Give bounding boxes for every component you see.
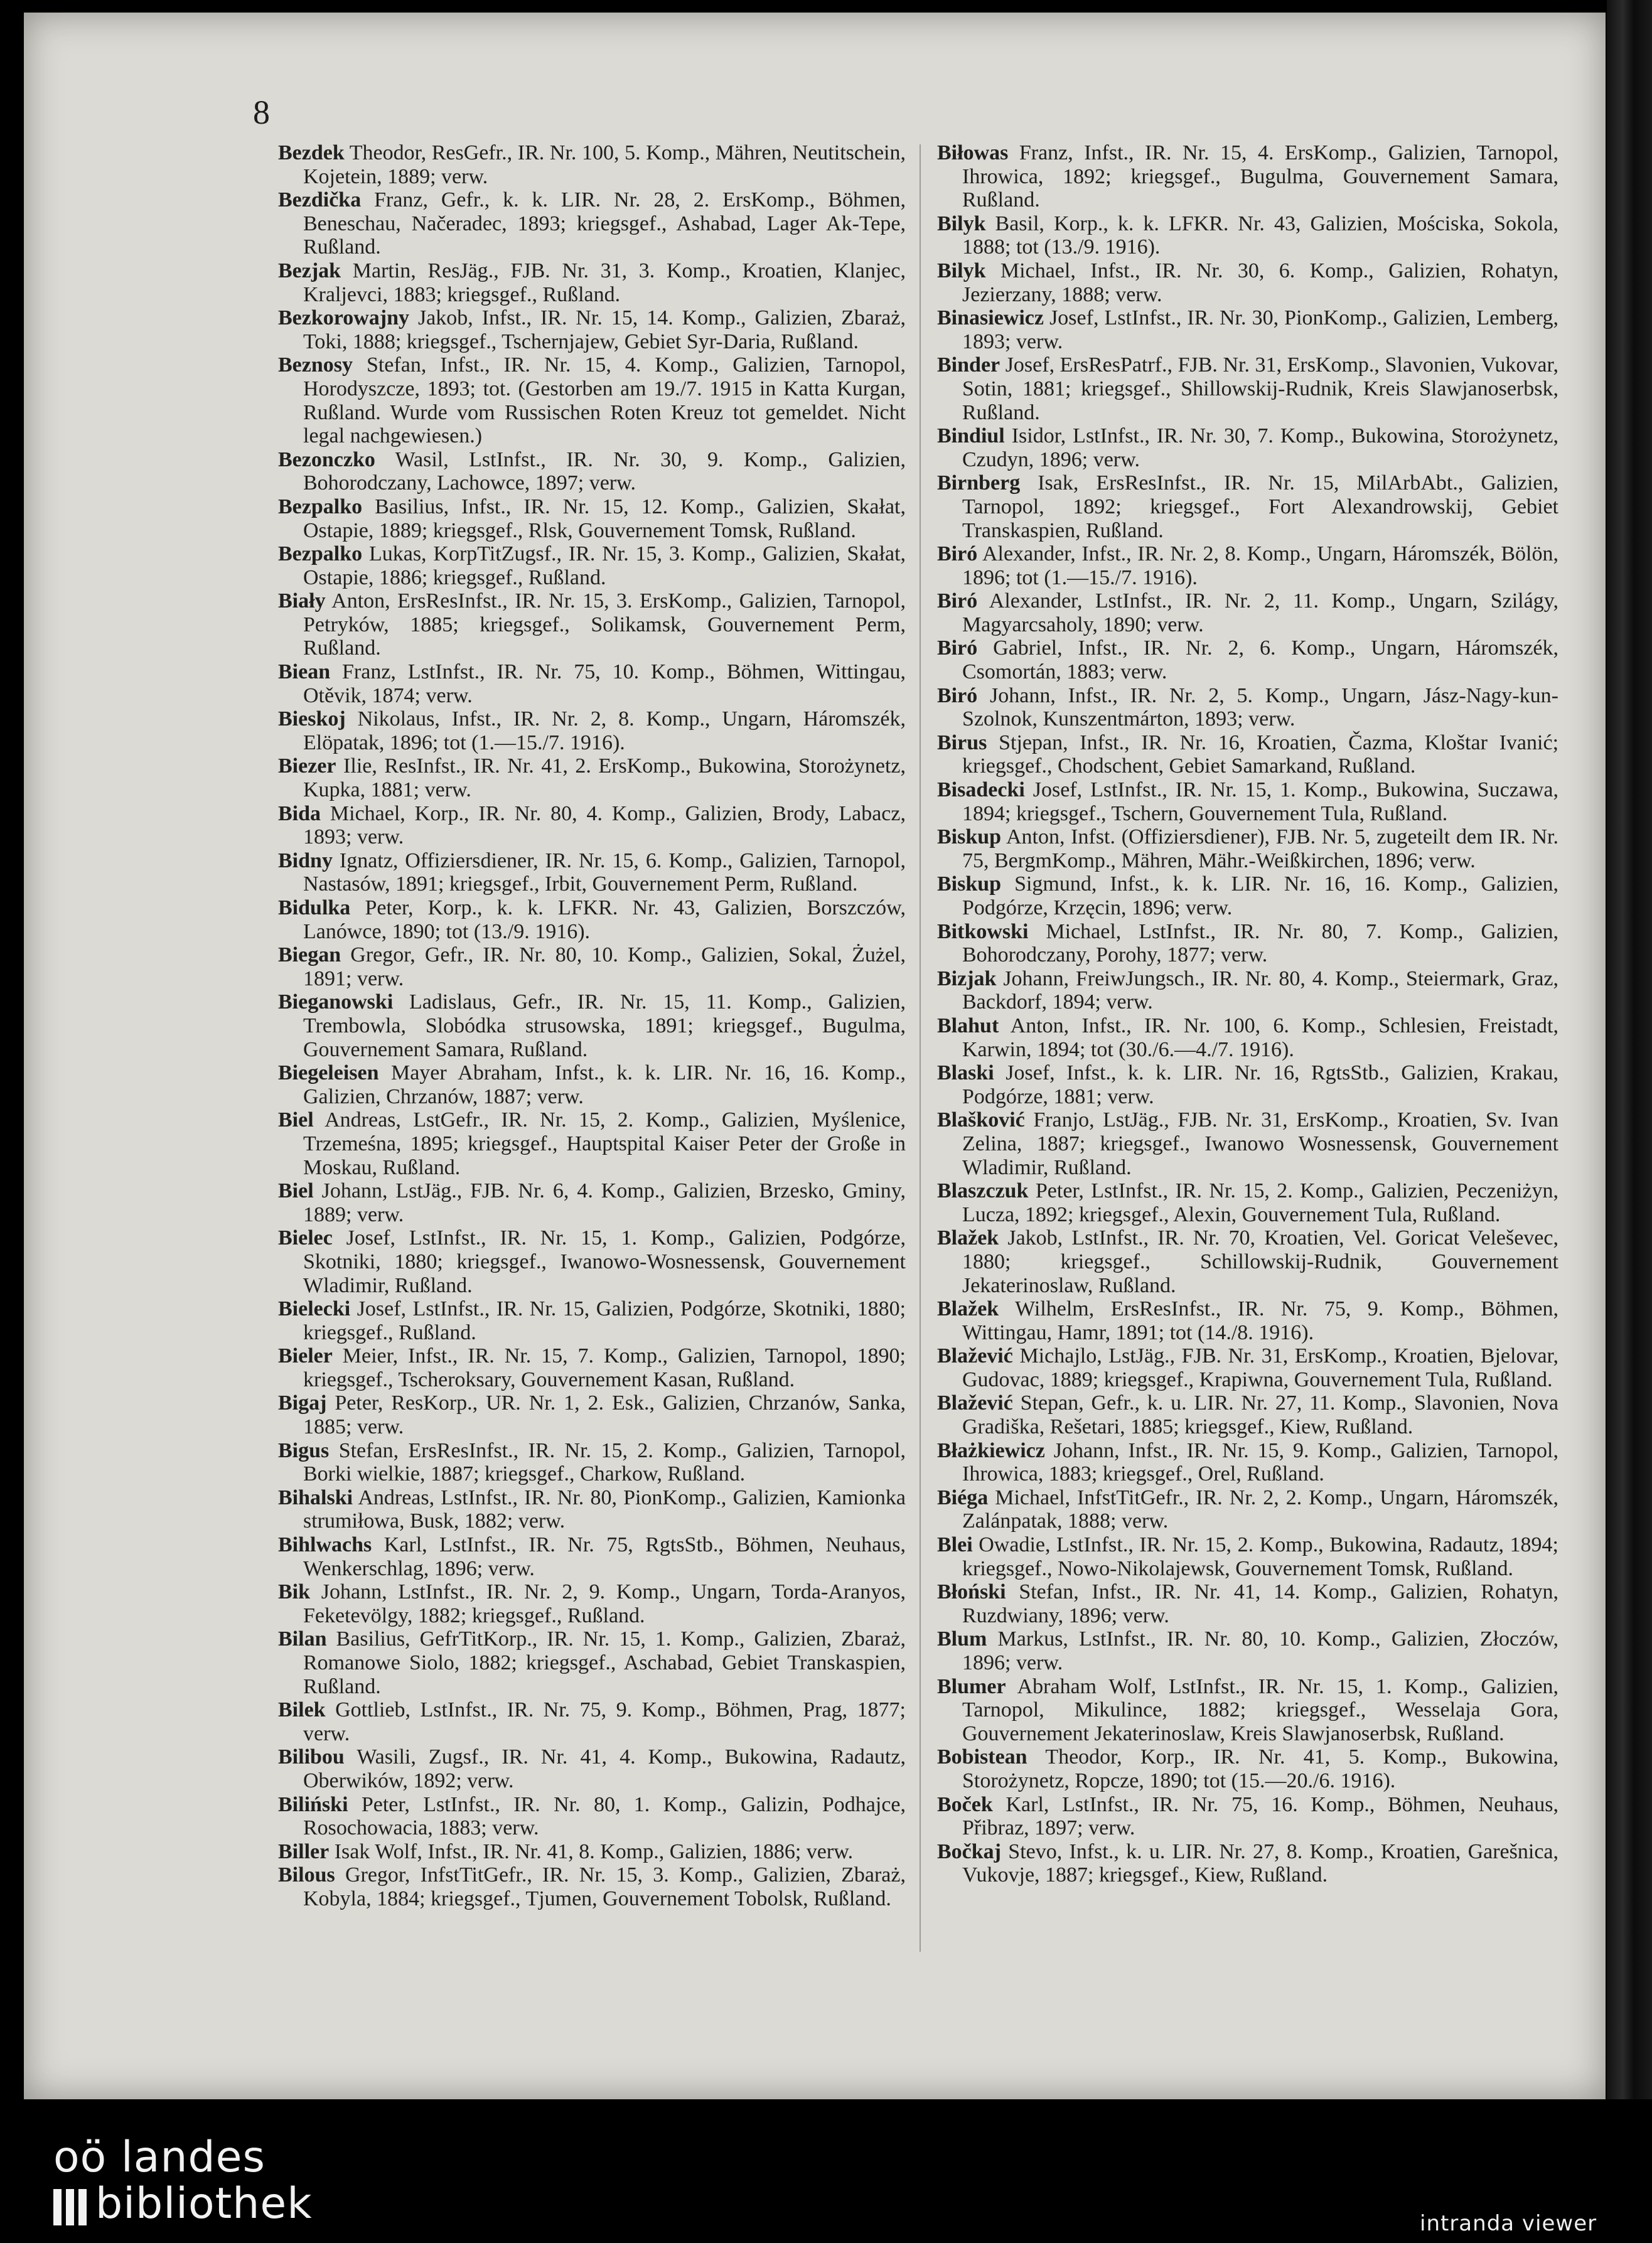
entry-surname: Bik — [278, 1580, 311, 1604]
entry-details: Ignatz, Offiziersdiener, IR. Nr. 15, 6. Komp., Galizien, Tarnopol, Nastasów, 1891; kriegsgef., Irbit, Gouvernement Perm, Rußland. — [303, 848, 906, 896]
register-entry — [278, 1179, 906, 1226]
register-entry — [278, 1863, 906, 1910]
entry-details: Peter, LstInfst., IR. Nr. 15, 2. Komp., Galizien, Peczeniżyn, Lucza, 1892; kriegsgef., Alexin, Gouvernement Tula, Rußland. — [962, 1179, 1558, 1226]
register-entry — [278, 990, 906, 1061]
entry-details: Stefan, Infst., IR. Nr. 41, 14. Komp., Galizien, Rohatyn, Ruzdwiany, 1896; verw. — [962, 1580, 1559, 1627]
entry-surname: Bezpalko — [278, 495, 363, 518]
register-entry — [937, 636, 1558, 683]
entry-details: Josef, LstInfst., IR. Nr. 15, 1. Komp., Bukowina, Suczawa, 1894; kriegsgef., Tschern, Gouvernement Tula, Rußland. — [962, 778, 1558, 825]
entry-surname: Bezpalko — [278, 542, 363, 566]
register-entry — [278, 141, 906, 188]
register-entry — [937, 1439, 1558, 1486]
entry-details: Michael, Korp., IR. Nr. 80, 4. Komp., Galizien, Brody, Labacz, 1893; verw. — [303, 801, 906, 849]
register-entry — [278, 1226, 906, 1297]
entry-surname: Bieler — [278, 1344, 333, 1368]
entry-surname: Bidny — [278, 848, 333, 872]
entry-details: Franjo, LstJäg., FJB. Nr. 31, ErsKomp., Kroatien, Sv. Ivan Zelina, 1887; kriegsgef., Iwanowo Wosnessensk, Gouvernement Wladimir, Rußland. — [962, 1108, 1558, 1179]
register-entry — [937, 967, 1558, 1014]
entry-details: Peter, ResKorp., UR. Nr. 1, 2. Esk., Galizien, Chrzanów, Sanka, 1885; verw. — [303, 1391, 906, 1439]
entry-details: Karl, LstInfst., IR. Nr. 75, 16. Komp., Böhmen, Neuhaus, Přibraz, 1897; verw. — [962, 1792, 1559, 1840]
entry-surname: Bihalski — [278, 1486, 353, 1509]
entry-surname: Bisadecki — [937, 778, 1025, 802]
register-entry — [278, 943, 906, 990]
entry-details: Basilius, GefrTitKorp., IR. Nr. 15, 1. Komp., Galizien, Zbaraż, Romanowe Siolo, 1882; kriegsgef., Aschabad, Gebiet Transkaspien, Rußland. — [303, 1627, 906, 1698]
register-entry — [937, 1793, 1558, 1840]
library-logo-line2[interactable]: bibliothek — [95, 2179, 313, 2229]
register-entry — [937, 1580, 1558, 1627]
entry-details: Peter, Korp., k. k. LFKR. Nr. 43, Galizien, Borszczów, Lanówce, 1890; tot (13./9. 1916). — [303, 896, 906, 943]
register-entry — [937, 471, 1558, 542]
entry-surname: Biel — [278, 1108, 314, 1132]
entry-details: Andreas, LstGefr., IR. Nr. 15, 2. Komp., Galizien, Myślenice, Trzemeśna, 1895; kriegsgef., Hauptspital Kaiser Peter der Große in Moskau, Rußland. — [303, 1108, 906, 1179]
page-number: 8 — [253, 94, 270, 131]
entry-details: Gabriel, Infst., IR. Nr. 2, 6. Komp., Ungarn, Háromszék, Csomortán, 1883; verw. — [962, 636, 1558, 684]
entry-surname: Bigaj — [278, 1391, 327, 1415]
entry-surname: Bielecki — [278, 1297, 351, 1321]
entry-surname: Bida — [278, 801, 321, 825]
entry-surname: Biró — [937, 589, 978, 613]
register-entry — [278, 1745, 906, 1792]
entry-details: Michael, Infst., IR. Nr. 30, 6. Komp., Galizien, Rohatyn, Jezierzany, 1888; verw. — [962, 259, 1558, 306]
register-entry — [937, 920, 1558, 967]
register-entry — [937, 1745, 1558, 1792]
register-entry — [278, 1627, 906, 1698]
entry-details: Gregor, Gefr., IR. Nr. 80, 10. Komp., Galizien, Sokal, Żużel, 1891; verw. — [303, 943, 906, 990]
register-entry — [937, 1675, 1558, 1746]
entry-surname: Biskup — [937, 872, 1002, 896]
register-entry — [278, 1840, 906, 1864]
entry-details: Michael, LstInfst., IR. Nr. 80, 7. Komp., Galizien, Bohorodczany, Porohy, 1877; verw. — [962, 919, 1558, 967]
entry-surname: Blažević — [937, 1344, 1013, 1368]
register-entry — [937, 1108, 1558, 1179]
entry-details: Michajlo, LstJäg., FJB. Nr. 31, ErsKomp., Kroatien, Bjelovar, Gudovac, 1889; kriegsgef., Krapiwna, Gouvernement Tula, Rußland. — [962, 1344, 1559, 1391]
entry-surname: Bidulka — [278, 896, 351, 919]
left-column — [278, 141, 906, 1911]
entry-details: Alexander, Infst., IR. Nr. 2, 8. Komp., Ungarn, Háromszék, Bölön, 1896; tot (1.—15./7. 1916). — [962, 542, 1558, 589]
entry-details: Ladislaus, Gefr., IR. Nr. 15, 11. Komp., Galizien, Trembowla, Slobódka strusowska, 1891; kriegsgef., Bugulma, Gouvernement Samara, Rußland. — [303, 990, 906, 1061]
register-entry — [278, 542, 906, 589]
register-entry — [278, 1793, 906, 1840]
register-entry — [937, 684, 1558, 731]
register-entry — [278, 353, 906, 447]
register-entry — [278, 1391, 906, 1438]
entry-surname: Blaszczuk — [937, 1179, 1029, 1203]
register-entry — [937, 1391, 1558, 1438]
entry-surname: Bočkaj — [937, 1839, 1001, 1863]
entry-details: Anton, Infst. (Offiziersdiener), FJB. Nr. 5, zugeteilt dem IR. Nr. 75, BergmKomp., Mähren, Mähr.-Weißkirchen, 1896; verw. — [962, 825, 1559, 872]
register-entry — [278, 1344, 906, 1391]
entry-details: Peter, LstInfst., IR. Nr. 80, 1. Komp., Galizin, Podhajce, Rosochowacia, 1883; verw. — [303, 1792, 906, 1840]
entry-surname: Biel — [278, 1179, 314, 1203]
register-entry — [937, 141, 1558, 212]
register-entry — [278, 1486, 906, 1533]
register-entry — [937, 731, 1558, 778]
entry-details: Johann, LstInfst., IR. Nr. 2, 9. Komp., Ungarn, Torda-Aranyos, Feketevölgy, 1882; kriegsgef., Rußland. — [303, 1580, 906, 1627]
register-entry — [278, 849, 906, 896]
entry-surname: Biały — [278, 589, 326, 613]
register-entry — [278, 589, 906, 660]
entry-details: Abraham Wolf, LstInfst., IR. Nr. 15, 1. Komp., Galizien, Tarnopol, Mikulince, 1882; kriegsgef., Wesselaja Gora, Gouvernement Jekaterinoslaw, Kreis Slawjanoserbsk, Rußland. — [962, 1674, 1558, 1745]
entry-surname: Bilan — [278, 1627, 327, 1651]
entry-surname: Bilyk — [937, 259, 986, 282]
register-entry — [937, 1627, 1558, 1674]
entry-surname: Bitkowski — [937, 919, 1029, 943]
register-entry — [937, 1061, 1558, 1108]
entry-details: Michael, InfstTitGefr., IR. Nr. 2, 2. Komp., Ungarn, Háromszék, Zalánpatak, 1888; verw. — [962, 1486, 1559, 1533]
entry-surname: Boček — [937, 1792, 993, 1816]
entry-surname: Blahut — [937, 1014, 999, 1037]
entry-surname: Bilous — [278, 1863, 335, 1887]
entry-details: Josef, Infst., k. k. LIR. Nr. 16, RgtsStb., Galizien, Krakau, Podgórze, 1881; verw. — [962, 1061, 1559, 1108]
register-entry — [278, 1533, 906, 1580]
register-entry — [278, 660, 906, 707]
register-entry — [278, 495, 906, 542]
entry-details: Andreas, LstInfst., IR. Nr. 80, PionKomp., Galizien, Kamionka strumiłowa, Busk, 1882; verw. — [303, 1486, 906, 1533]
entry-surname: Biró — [937, 636, 978, 660]
entry-surname: Biegeleisen — [278, 1061, 379, 1085]
register-entry — [937, 1486, 1558, 1533]
entry-details: Franz, LstInfst., IR. Nr. 75, 10. Komp., Böhmen, Wittingau, Otěvik, 1874; verw. — [303, 660, 906, 707]
entry-details: Ilie, ResInfst., IR. Nr. 41, 2. ErsKomp., Bukowina, Storożynetz, Kupka, 1881; verw. — [303, 754, 906, 802]
entry-details: Sigmund, Infst., k. k. LIR. Nr. 16, 16. Komp., Galizien, Podgórze, Krzęcin, 1896; verw. — [962, 872, 1558, 919]
entry-details: Jakob, Infst., IR. Nr. 15, 14. Komp., Galizien, Zbaraż, Toki, 1888; kriegsgef., Tschernjajew, Gebiet Syr-Daria, Rußland. — [303, 306, 906, 353]
entry-surname: Bielec — [278, 1226, 333, 1250]
entry-details: Isak, ErsResInfst., IR. Nr. 15, MilArbAbt., Galizien, Tarnopol, 1892; kriegsgef., Fort Alexandrowskij, Gebiet Transkaspien, Rußland. — [962, 471, 1558, 542]
register-entry — [937, 778, 1558, 825]
viewer-brand-label[interactable]: intranda viewer — [1420, 2211, 1597, 2236]
register-entry — [937, 1533, 1558, 1580]
entry-surname: Binder — [937, 353, 1000, 377]
entry-surname: Biéga — [937, 1486, 989, 1509]
entry-details: Isidor, LstInfst., IR. Nr. 30, 7. Komp., Bukowina, Storożynetz, Czudyn, 1896; verw. — [962, 424, 1558, 471]
entry-details: Owadie, LstInfst., IR. Nr. 15, 2. Komp., Bukowina, Radautz, 1894; kriegsgef., Nowo-Nikolajewsk, Gouvernement Tomsk, Rußland. — [962, 1533, 1558, 1580]
entry-surname: Bigus — [278, 1438, 330, 1462]
entry-details: Johann, Infst., IR. Nr. 15, 9. Komp., Galizien, Tarnopol, Ihrowica, 1883; kriegsgef., Orel, Rußland. — [962, 1438, 1559, 1486]
entry-surname: Bezjak — [278, 259, 341, 282]
entry-details: Franz, Infst., IR. Nr. 15, 4. ErsKomp., Galizien, Tarnopol, Ihrowica, 1892; kriegsgef., Bugulma, Gouvernement Samara, Rußland. — [962, 141, 1558, 212]
entry-surname: Biller — [278, 1839, 330, 1863]
entry-surname: Biean — [278, 660, 331, 684]
register-entry — [278, 1061, 906, 1108]
entry-surname: Biegan — [278, 943, 341, 967]
column-divider — [920, 144, 921, 1952]
entry-details: Markus, LstInfst., IR. Nr. 80, 10. Komp., Galizien, Złoczów, 1896; verw. — [962, 1627, 1559, 1674]
register-entry — [937, 1226, 1558, 1297]
entry-details: Gregor, InfstTitGefr., IR. Nr. 15, 3. Komp., Galizien, Zbaraż, Kobyla, 1884; kriegsgef., Tjumen, Gouvernement Tobolsk, Rußland. — [303, 1863, 906, 1910]
entry-details: Alexander, LstInfst., IR. Nr. 2, 11. Komp., Ungarn, Szilágy, Magyarcsaholy, 1890; verw. — [962, 589, 1559, 636]
entry-details: Stjepan, Infst., IR. Nr. 16, Kroatien, Čazma, Kloštar Ivanić; kriegsgef., Chodschent, Gebiet Samarkand, Rußland. — [962, 731, 1559, 778]
entry-surname: Bieskoj — [278, 707, 346, 731]
entry-details: Stefan, Infst., IR. Nr. 15, 4. Komp., Galizien, Tarnopol, Horodyszcze, 1893; tot. (Gestorben am 19./7. 1915 in Katta Kurgan, Rußland. Wurde vom Russischen Roten Kreuz tot gemeldet. Nicht legal nachgewiesen.) — [303, 353, 906, 448]
entry-surname: Bindiul — [937, 424, 1005, 448]
entry-surname: Blažević — [937, 1391, 1013, 1415]
entry-details: Gottlieb, LstInfst., IR. Nr. 75, 9. Komp., Böhmen, Prag, 1877; verw. — [303, 1698, 906, 1745]
entry-surname: Bilibou — [278, 1745, 345, 1769]
entry-details: Franz, Gefr., k. k. LIR. Nr. 28, 2. ErsKomp., Böhmen, Beneschau, Načeradec, 1893; kriegsgef., Ashabad, Lager Ak-Tepe, Rußland. — [303, 188, 906, 259]
entry-surname: Bezonczko — [278, 447, 375, 471]
register-entry — [937, 589, 1558, 636]
register-entry — [937, 1297, 1558, 1344]
right-column — [937, 141, 1558, 1887]
entry-surname: Blaski — [937, 1061, 994, 1085]
entry-details: Wasili, Zugsf., IR. Nr. 41, 4. Komp., Bukowina, Radautz, Oberwików, 1892; verw. — [303, 1745, 906, 1792]
adjacent-page-edge — [1607, 0, 1652, 2099]
entry-details: Josef, LstInfst., IR. Nr. 15, Galizien, Podgórze, Skotniki, 1880; kriegsgef., Rußland. — [303, 1297, 906, 1344]
register-entry — [278, 1698, 906, 1745]
entry-surname: Biskup — [937, 825, 1002, 849]
register-entry — [278, 896, 906, 943]
register-entry — [278, 188, 906, 259]
entry-details: Karl, LstInfst., IR. Nr. 75, RgtsStb., Böhmen, Neuhaus, Wenkerschlag, 1896; verw. — [303, 1533, 906, 1580]
entry-surname: Birus — [937, 731, 987, 754]
entry-surname: Blei — [937, 1533, 973, 1557]
entry-details: Theodor, Korp., IR. Nr. 41, 5. Komp., Bukowina, Storożynetz, Ropcze, 1890; tot (15.—20./6. 1916). — [962, 1745, 1559, 1792]
entry-details: Basil, Korp., k. k. LFKR. Nr. 43, Galizien, Mościska, Sokola, 1888; tot (13./9. 1916). — [962, 211, 1558, 259]
library-logo-icon[interactable] — [53, 2189, 87, 2225]
entry-details: Stevo, Infst., k. u. LIR. Nr. 27, 8. Komp., Kroatien, Garešnica, Vukovje, 1887; kriegsgef., Kiew, Rußland. — [962, 1839, 1558, 1887]
register-entry — [278, 1580, 906, 1627]
entry-surname: Bezkorowajny — [278, 306, 410, 330]
entry-details: Meier, Infst., IR. Nr. 15, 7. Komp., Galizien, Tarnopol, 1890; kriegsgef., Tscheroksary, Gouvernement Kasan, Rußland. — [303, 1344, 906, 1391]
register-entry — [937, 306, 1558, 353]
register-entry — [937, 1014, 1558, 1061]
entry-surname: Bihlwachs — [278, 1533, 372, 1557]
register-entry — [937, 259, 1558, 306]
entry-details: Mayer Abraham, Infst., k. k. LIR. Nr. 16, 16. Komp., Galizien, Chrzanów, 1887; verw. — [303, 1061, 906, 1108]
entry-details: Theodor, ResGefr., IR. Nr. 100, 5. Komp., Mähren, Neutitschein, Kojetein, 1889; verw. — [303, 141, 906, 188]
entry-surname: Bezdička — [278, 188, 362, 212]
entry-details: Johann, Infst., IR. Nr. 2, 5. Komp., Ungarn, Jász-Nagy-kun-Szolnok, Kunszentmárton, 1893; verw. — [962, 683, 1559, 731]
library-logo-line1[interactable]: oö landes — [53, 2133, 266, 2182]
entry-details: Josef, ErsResPatrf., FJB. Nr. 31, ErsKomp., Slavonien, Vukovar, Sotin, 1881; kriegsgef., Shillowskij-Rudnik, Kreis Slawjanoserbsk, Rußland. — [962, 353, 1558, 424]
entry-details: Martin, ResJäg., FJB. Nr. 31, 3. Komp., Kroatien, Klanjec, Kraljevci, 1883; kriegsgef., Rußland. — [303, 259, 906, 306]
entry-surname: Blumer — [937, 1674, 1006, 1698]
entry-surname: Bilek — [278, 1698, 326, 1722]
register-entry — [278, 754, 906, 801]
entry-details: Nikolaus, Infst., IR. Nr. 2, 8. Komp., Ungarn, Háromszék, Elöpatak, 1896; tot (1.—15./7. 1916). — [303, 707, 906, 754]
register-entry — [278, 802, 906, 849]
register-entry — [278, 448, 906, 495]
entry-surname: Bobistean — [937, 1745, 1027, 1769]
entry-details: Wilhelm, ErsResInfst., IR. Nr. 75, 9. Komp., Böhmen, Wittingau, Hamr, 1891; tot (14./8. 1916). — [962, 1297, 1559, 1344]
entry-surname: Blažek — [937, 1226, 999, 1250]
entry-surname: Beznosy — [278, 353, 353, 377]
entry-details: Johann, FreiwJungsch., IR. Nr. 80, 4. Komp., Steiermark, Graz, Backdorf, 1894; verw. — [962, 966, 1559, 1014]
entry-surname: Bieganowski — [278, 990, 394, 1014]
entry-details: Stepan, Gefr., k. u. LIR. Nr. 27, 11. Komp., Slavonien, Nova Gradiška, Rešetari, 1885; kriegsgef., Kiew, Rußland. — [962, 1391, 1558, 1439]
entry-surname: Binasiewicz — [937, 306, 1044, 330]
entry-surname: Błażkiewicz — [937, 1438, 1045, 1462]
register-entry — [937, 353, 1558, 424]
register-entry — [937, 1344, 1558, 1391]
entry-surname: Blažek — [937, 1297, 999, 1321]
register-entry — [278, 1108, 906, 1179]
register-entry — [937, 542, 1558, 589]
entry-surname: Biezer — [278, 754, 336, 778]
entry-surname: Biró — [937, 683, 978, 707]
entry-surname: Blašković — [937, 1108, 1025, 1132]
entry-details: Josef, LstInfst., IR. Nr. 30, PionKomp., Galizien, Lemberg, 1893; verw. — [962, 306, 1558, 353]
register-entry — [278, 1297, 906, 1344]
register-entry — [937, 825, 1558, 872]
entry-surname: Biłowas — [937, 141, 1009, 164]
entry-surname: Bilyk — [937, 211, 986, 235]
entry-details: Basilius, Infst., IR. Nr. 15, 12. Komp., Galizien, Skałat, Ostapie, 1889; kriegsgef., Rlsk, Gouvernement Tomsk, Rußland. — [303, 495, 906, 542]
scanned-page — [24, 13, 1606, 2099]
entry-surname: Bizjak — [937, 966, 997, 990]
register-entry — [278, 707, 906, 754]
entry-details: Johann, LstJäg., FJB. Nr. 6, 4. Komp., Galizien, Brzesko, Gminy, 1889; verw. — [303, 1179, 906, 1226]
entry-surname: Blum — [937, 1627, 987, 1651]
register-entry — [278, 259, 906, 306]
register-entry — [937, 1179, 1558, 1226]
entry-surname: Birnberg — [937, 471, 1021, 495]
register-entry — [278, 306, 906, 353]
entry-details: Anton, Infst., IR. Nr. 100, 6. Komp., Schlesien, Freistadt, Karwin, 1894; tot (30./6.—4./7. 1916). — [962, 1014, 1558, 1061]
register-entry — [937, 1840, 1558, 1887]
entry-surname: Bezdek — [278, 141, 345, 164]
entry-details: Josef, LstInfst., IR. Nr. 15, 1. Komp., Galizien, Podgórze, Skotniki, 1880; kriegsgef., Iwanowo-Wosnessensk, Gouvernement Wladimir, Rußland. — [303, 1226, 906, 1297]
entry-surname: Biliński — [278, 1792, 348, 1816]
entry-surname: Błoński — [937, 1580, 1006, 1604]
entry-details: Anton, ErsResInfst., IR. Nr. 15, 3. ErsKomp., Galizien, Tarnopol, Petryków, 1885; kriegsgef., Solikamsk, Gouvernement Perm, Rußland. — [303, 589, 906, 660]
entry-details: Stefan, ErsResInfst., IR. Nr. 15, 2. Komp., Galizien, Tarnopol, Borki wielkie, 1887; kriegsgef., Charkow, Rußland. — [303, 1438, 906, 1486]
entry-details: Isak Wolf, Infst., IR. Nr. 41, 8. Komp., Galizien, 1886; verw. — [334, 1839, 854, 1863]
register-entry — [937, 212, 1558, 259]
register-entry — [937, 872, 1558, 919]
register-entry — [937, 424, 1558, 471]
entry-details: Wasil, LstInfst., IR. Nr. 30, 9. Komp., Galizien, Bohorodczany, Lachowce, 1897; verw. — [303, 447, 906, 495]
register-entry — [278, 1439, 906, 1486]
entry-surname: Biró — [937, 542, 978, 566]
entry-details: Lukas, KorpTitZugsf., IR. Nr. 15, 3. Komp., Galizien, Skałat, Ostapie, 1886; kriegsgef., Rußland. — [303, 542, 906, 589]
entry-details: Jakob, LstInfst., IR. Nr. 70, Kroatien, Vel. Goricat Veleševec, 1880; kriegsgef., Schillowskij-Rudnik, Gouvernement Jekaterinoslaw, Rußland. — [962, 1226, 1558, 1297]
